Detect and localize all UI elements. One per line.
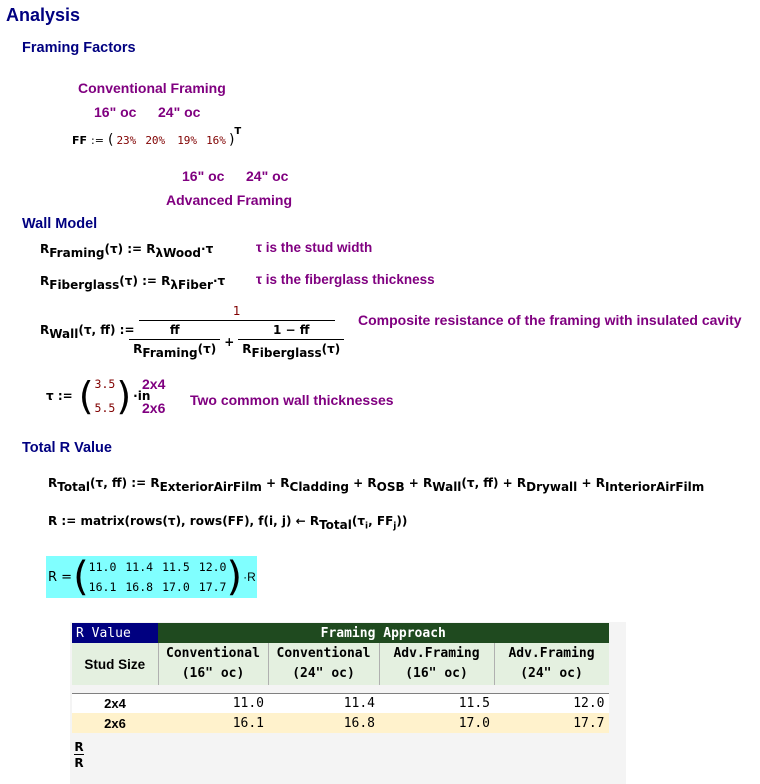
matrix-cell: 16.8 (125, 580, 154, 594)
table-column-header: Adv.Framing (16" oc) (379, 643, 494, 685)
oc-top-16: 16" oc (94, 104, 137, 120)
ff-value: 16% (206, 133, 226, 147)
matrix-cell: 16.1 (88, 580, 117, 594)
r-matrix-equation: R := matrix(rows(τ), rows(FF), f(i, j) ← $R_{Total}(\tau_i$, $FF_j$)) (48, 514, 408, 532)
matrix-unit: R (247, 570, 256, 584)
table-column-header: Adv.Framing (24" oc) (494, 643, 609, 685)
advanced-framing-label: Advanced Framing (166, 192, 293, 208)
tau-value: 3.5 (94, 377, 116, 391)
ff-value: 23% (116, 133, 137, 147)
r-framing-equation: $R_{Framing}(\tau)$ := $R_{\lambda Wood}\cdot\tau$ (40, 242, 214, 260)
tau-definition: τ := ( 3.5 5.5 ) · in (46, 374, 151, 418)
oc-top-24: 24" oc (158, 104, 201, 120)
r-value-table (72, 623, 609, 733)
wall-model-heading: Wall Model (22, 216, 98, 232)
r-wall-equation: $R_{Wall}(\tau$, ff) := 1 $\frac{ff}{R_{Framing}(\tau)}$ + $\frac{1 - ff}{R_{Fiberglass}(\tau)}$ (40, 304, 335, 360)
ff-definition: FF := ( 23% 20% 19% 16% ) T (72, 125, 242, 148)
r-fiberglass-comment: τ is the fiberglass thickness (256, 272, 435, 287)
tau-label-2x4: 2x4 (142, 376, 166, 392)
ff-value: 19% (177, 133, 198, 147)
table-row-label: 2x4 (104, 695, 126, 711)
matrix-cell: 17.7 (198, 580, 227, 594)
tau-unit: in (137, 389, 151, 403)
table-corner-label: R Value (72, 623, 158, 643)
table-row (72, 713, 609, 733)
table-column-header: Conventional (16" oc) (158, 643, 268, 685)
footer-denominator: R (74, 756, 84, 770)
matrix-cell: 11.0 (88, 560, 117, 574)
matrix-cell: 12.0 (198, 560, 227, 574)
table-cell: 17.7 (573, 715, 605, 731)
oc-bottom-24: 24" oc (246, 168, 289, 184)
table-column-header: Conventional (24" oc) (268, 643, 379, 685)
table-cell: 17.0 (458, 715, 490, 731)
table-cell: 11.0 (232, 695, 264, 711)
table-row-header: Stud Size (84, 656, 146, 672)
ff-transpose: T (234, 125, 242, 137)
r-matrix-result: R = ( 11.0 11.4 11.5 12.0 16.1 16.8 17.0 17.7 ) · R (48, 554, 256, 600)
table-cell: 16.1 (232, 715, 264, 731)
table-cell: 16.8 (343, 715, 375, 731)
ff-value: 20% (145, 133, 166, 147)
framing-factors-heading: Framing Factors (22, 40, 136, 56)
tau-value: 5.5 (94, 401, 116, 415)
oc-bottom-16: 16" oc (182, 168, 225, 184)
conventional-framing-label: Conventional Framing (78, 80, 226, 96)
table-row-label: 2x6 (104, 715, 126, 731)
r-total-equation: $R_{Total}(\tau$, ff) := $R_{ExteriorAirFilm} + R_{Cladding} + R_{OSB} + R_{Wall}(\tau$, $ff) + R_{Drywall} + R_{InteriorAirFilm}$ (48, 476, 705, 494)
tau-label-2x6: 2x6 (142, 400, 166, 416)
r-wall-comment: Composite resistance of the framing with insulated cavity (358, 312, 742, 328)
footer-numerator: R (74, 740, 84, 754)
table-row (72, 693, 609, 713)
ff-assign: := (91, 133, 104, 147)
page-title: Analysis (6, 5, 81, 25)
table-cell: 11.4 (343, 695, 375, 711)
matrix-cell: 11.5 (162, 560, 190, 574)
table-group-header: Framing Approach (158, 623, 609, 643)
matrix-cell: 11.4 (125, 560, 154, 574)
ff-symbol: FF (72, 133, 88, 147)
total-r-heading: Total R Value (22, 440, 112, 456)
matrix-cell: 17.0 (162, 580, 190, 594)
r-framing-comment: τ is the stud width (256, 240, 373, 255)
table-cell: 11.5 (458, 695, 490, 711)
table-footer-fraction (74, 740, 84, 770)
r-fiberglass-equation: $R_{Fiberglass}(\tau)$ := $R_{\lambda Fiber}\cdot\tau$ (40, 274, 226, 292)
table-cell: 12.0 (573, 695, 605, 711)
tau-comment: Two common wall thicknesses (190, 392, 394, 408)
